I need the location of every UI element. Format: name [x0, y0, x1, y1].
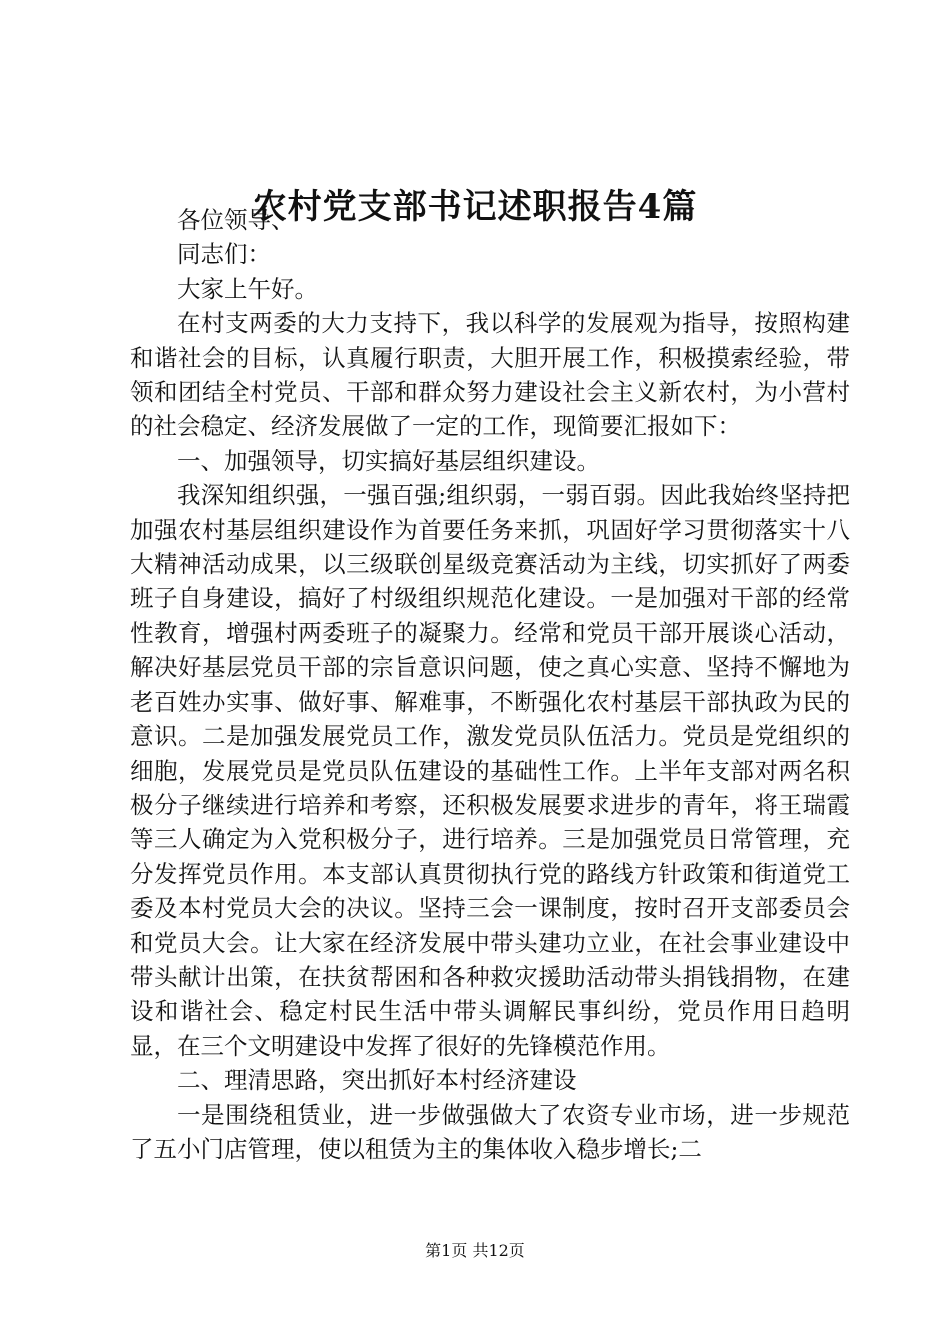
page-footer: 第1页 共12页 [425, 1241, 525, 1260]
salutation-comrades: 同志们： [177, 240, 271, 269]
document-body [130, 203, 850, 1166]
section-heading-1: 一、加强领导，切实搞好基层组织建设。 [177, 446, 600, 475]
salutation-leaders: 各位领导、 [177, 206, 295, 234]
section-1-paragraph: 我深知组织强，一强百强;组织弱，一弱百弱。因此我始终坚持把加强农村基层组织建设作为首要任务来抓，巩固好学习贯彻落实十八大精神活动成果，以三级联创星级竞赛活动为主线，切实抓好了两委班子自身建设，搞好了村级组织规范化建设。一是加强对干部的经常性教育，增强村两委班子的凝聚力。经常和党员干部开展谈心活动，解决好基层党员干部的宗旨意识问题，使之真心实意、坚持不懈地为老百姓办实事、做好事、解难事，不断强化农村基层干部执政为民的意识。二是加强发展党员工作，激发党员队伍活力。党员是党组织的细胞，发展党员是党员队伍建设的基础性工作。上半年支部对两名积极分子继续进行培养和考察，还积极发展要求进步的青年，将王瑞霞等三人确定为入党积极分子，进行培养。三是加强党员日常管理，充分发挥党员作用。本支部认真贯彻执行党的路线方针政策和街道党工委及本村党员大会的决议。坚持三会一课制度，按时召开支部委员会和党员大会。让大家在经济发展中带头建功立业，在社会事业建设中带头献计出策，在扶贫帮困和各种救灾援助活动带头捐钱捐物，在建设和谐社会、稳定村民生活中带头调解民事纠纷，党员作用日趋明显，在三个文明建设中发挥了很好的先锋模范作用。 [130, 481, 850, 1060]
section-2-paragraph: 一是围绕租赁业，进一步做强做大了农资专业市场，进一步规范了五小门店管理，使以租赁为主的集体收入稳步增长;二 [130, 1100, 850, 1163]
section-heading-2: 二、理清思路，突出抓好本村经济建设 [177, 1066, 577, 1095]
document-title: 农村党支部书记述职报告4篇 [252, 187, 698, 227]
intro-paragraph: 在村支两委的大力支持下，我以科学的发展观为指导，按照构建和谐社会的目标，认真履行职责，大胆开展工作，积极摸索经验，带领和团结全村党员、干部和群众努力建设社会主义新农村，为小营村的社会稳定、经济发展做了一定的工作，现简要汇报如下： [130, 309, 850, 441]
greeting: 大家上午好。 [177, 274, 318, 303]
